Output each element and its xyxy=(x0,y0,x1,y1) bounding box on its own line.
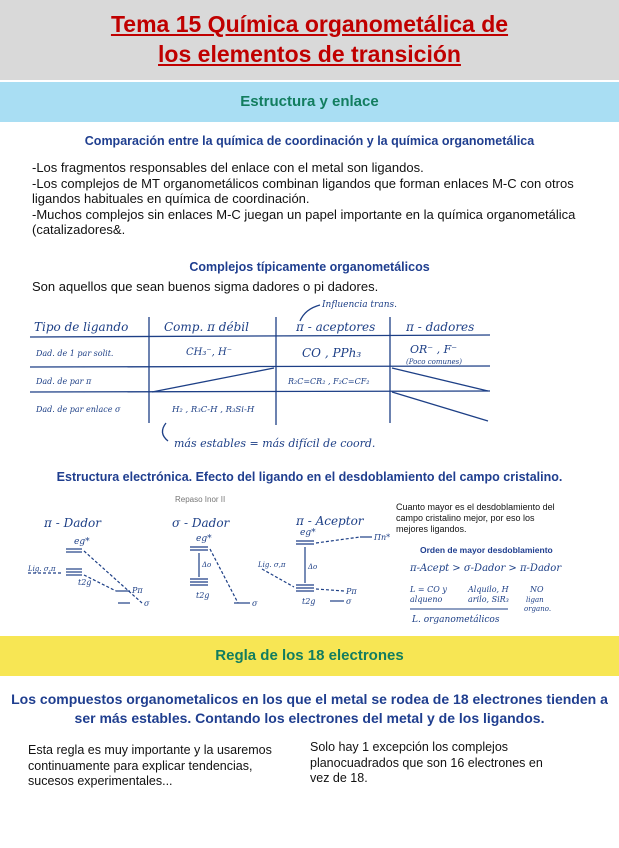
example-1-line-1: L = CO y xyxy=(410,585,447,594)
diagram-pi-donor xyxy=(28,549,142,603)
text-line: -Los fragmentos responsables del enlace con el metal son ligandos. xyxy=(32,160,424,175)
table-strike xyxy=(152,368,274,392)
diagram1-title: π - Dador xyxy=(44,516,101,530)
table-strike xyxy=(392,368,488,391)
diagram2-eg: eg* xyxy=(196,534,212,544)
diagram3-pi: Pπ xyxy=(346,587,357,596)
mo-diagrams xyxy=(0,505,400,625)
diagram3-delta: Δo xyxy=(308,563,318,571)
example-1-line-2: alqueno xyxy=(410,595,443,604)
diagram1-t2g: t2g xyxy=(78,578,92,587)
table-header-tipo: Tipo de ligando xyxy=(34,320,129,334)
text-line: (catalizadores&. xyxy=(32,222,126,237)
example-2-line-1: Alquilo, H xyxy=(468,585,509,594)
example-3-line-1: NO xyxy=(530,585,544,594)
text-line: campo cristalino mejor, por eso los xyxy=(396,513,535,523)
example-3-line-2: ligan xyxy=(526,596,544,604)
row-label-1: Dad. de 1 par solit. xyxy=(36,349,114,358)
text-line: Solo hay 1 excepción los complejos xyxy=(310,740,509,754)
note-arrow xyxy=(300,305,320,321)
diagram3-eg: eg* xyxy=(300,528,316,538)
diagram1-eg: eg* xyxy=(74,537,90,547)
example-2-line-2: arilo, SiR₃ xyxy=(468,595,509,604)
text-line: sucesos experimentales... xyxy=(28,774,173,788)
table-rule xyxy=(30,335,490,337)
diagram3-ligand: Lig. σ,π xyxy=(258,561,286,569)
comparison-text xyxy=(32,160,602,238)
table-rule xyxy=(30,366,490,367)
typical-intro: Son aquellos que sean buenos sigma dadores o pi dadores. xyxy=(32,279,379,294)
row1-weak-pi: CH₃⁻, H⁻ xyxy=(186,347,233,358)
diagram2-sigma: σ xyxy=(252,599,258,608)
text-line: vez de 18. xyxy=(310,771,368,785)
diagram3-sigma: σ xyxy=(346,597,352,606)
table-strike xyxy=(392,392,488,421)
diagram2-title: σ - Dador xyxy=(172,516,230,530)
text-line: ligandos habituales en química de coordinación. xyxy=(32,191,310,206)
text-line: planocuadrados que son 16 electrones en xyxy=(310,755,543,770)
text-line: -Muchos complejos sin enlaces M-C juegan un papel importante en la química organometálica xyxy=(32,206,576,222)
section-band-estructura xyxy=(0,82,619,122)
trans-influence-note: Influencia trans. xyxy=(322,300,397,310)
row1-pi-acceptor: CO , PPh₃ xyxy=(302,346,362,360)
text-line: Cuanto mayor es el desdoblamiento del xyxy=(396,502,555,512)
table-header-weak-pi: Comp. π débil xyxy=(164,320,249,334)
text-line: Esta regla es muy importante y la usaremos xyxy=(28,743,272,757)
diagram1-sigma: σ xyxy=(144,599,150,608)
diagram3-t2g: t2g xyxy=(302,597,316,606)
electronic-subtitle: Estructura electrónica. Efecto del ligando en el desdoblamiento del campo cristalino. xyxy=(56,470,563,484)
comparison-subtitle: Comparación entre la química de coordinación y la química organometálica xyxy=(84,134,535,148)
diagram3-pi-star: Πn* xyxy=(374,533,391,542)
row2-pi-acceptor: R₂C=CR₂ , F₂C=CF₂ xyxy=(288,377,370,386)
diagram3-title: π - Aceptor xyxy=(296,514,364,528)
text-line: mejores ligandos. xyxy=(396,524,467,534)
text-line: -Los complejos de MT organometálicos combinan ligandos que forman enlaces M-C con otros xyxy=(32,175,574,191)
typical-subtitle: Complejos típicamente organometálicos xyxy=(189,260,430,274)
diagram1-pi: Pπ xyxy=(132,586,143,595)
section-band-title: Regla de los 18 electrones xyxy=(215,647,404,664)
order-diagram xyxy=(400,555,610,630)
splitting-note xyxy=(396,502,606,535)
row-label-2: Dad. de par π xyxy=(36,377,92,386)
diagram1-ligand: Lig. σ,π xyxy=(28,565,56,573)
table-rule xyxy=(30,391,490,392)
section-band-regla xyxy=(0,636,619,676)
row-label-3: Dad. de par enlace σ xyxy=(36,405,121,414)
diagram2-delta: Δo xyxy=(202,561,212,569)
bottom-arrow xyxy=(162,423,168,441)
rule-importance-text xyxy=(28,743,298,790)
diagram2-t2g: t2g xyxy=(196,591,210,600)
text-line: Los compuestos organometalicos en los que el metal se rodea de 18 electrones tienden a xyxy=(11,691,608,707)
order-sequence: π-Acept > σ-Dador > π-Dador xyxy=(410,563,562,574)
organometallic-footnote: L. organometálicos xyxy=(412,615,500,625)
page-title-line-2: los elementos de transición xyxy=(158,41,461,67)
page-title-line-1: Tema 15 Química organometálica de xyxy=(110,11,509,37)
text-line: continuamente para explicar tendencias, xyxy=(28,758,253,773)
text-line: ser más estables. Contando los electrones del metal y de los ligandos. xyxy=(74,710,545,726)
rule-statement xyxy=(10,690,609,728)
row1-pi-donor: OR⁻ , F⁻ xyxy=(410,343,458,356)
row3-weak-pi: H₂ , R₃C-H , R₃Si-H xyxy=(172,405,255,415)
section-band-title: Estructura y enlace xyxy=(240,93,379,110)
order-title: Orden de mayor desdoblamiento xyxy=(420,545,553,555)
table-header-pi-acceptors: π - aceptores xyxy=(296,320,376,334)
example-3-line-3: organo. xyxy=(524,605,552,613)
row1-pi-donor-note: (Poco comunes) xyxy=(406,358,462,366)
title-band xyxy=(0,0,619,80)
rule-exception-text xyxy=(310,740,590,787)
table-header-pi-donors: π - dadores xyxy=(406,320,475,334)
ligand-table xyxy=(0,295,619,455)
review-note: Repaso Inor II xyxy=(175,495,226,504)
bottom-note: más estables = más difícil de coord. xyxy=(174,437,376,450)
